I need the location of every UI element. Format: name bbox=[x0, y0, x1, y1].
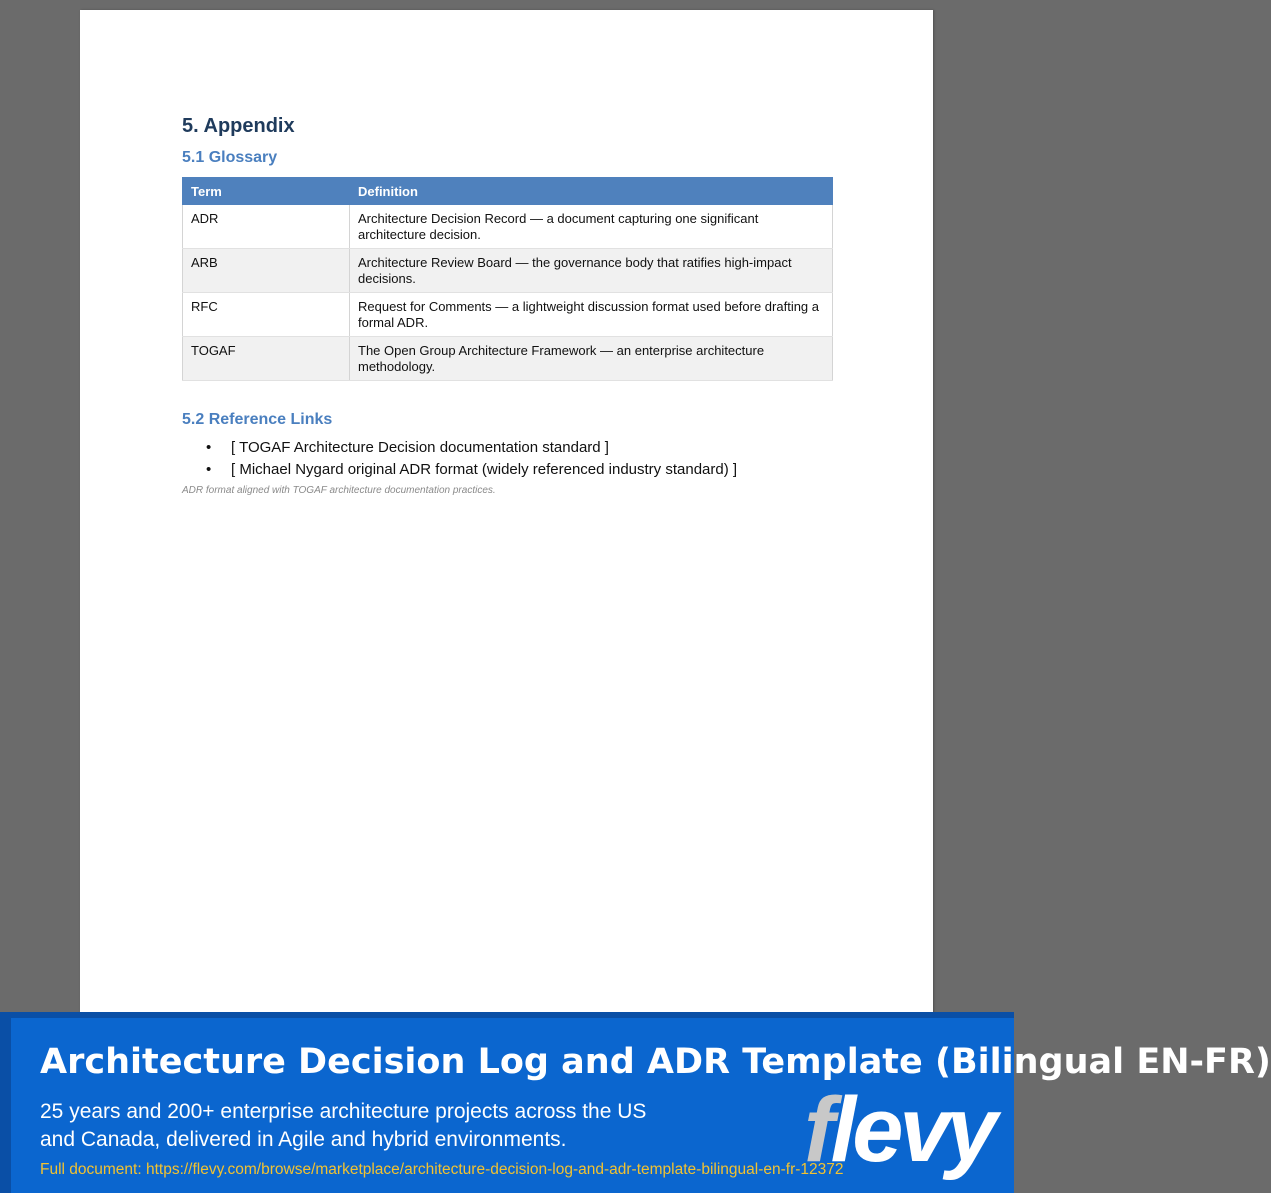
footnote: ADR format aligned with TOGAF architecture documentation practices. bbox=[182, 485, 496, 496]
bullet-icon: • bbox=[206, 439, 212, 456]
column-header-term: Term bbox=[183, 178, 350, 205]
glossary-definition: Architecture Decision Record — a document capturing one significant architecture decision. bbox=[350, 205, 833, 249]
glossary-header-row bbox=[183, 178, 833, 205]
reference-links-heading: 5.2 Reference Links bbox=[182, 411, 333, 428]
glossary-definition: Architecture Review Board — the governance body that ratifies high-impact decisions. bbox=[350, 249, 833, 293]
table-row bbox=[183, 249, 833, 293]
logo-f-letter: f bbox=[804, 1079, 831, 1181]
reference-link-togaf[interactable]: [ TOGAF Architecture Decision documentation standard ] bbox=[231, 439, 609, 456]
glossary-heading: 5.1 Glossary bbox=[182, 149, 278, 166]
document-page bbox=[80, 10, 933, 1020]
glossary-term: ARB bbox=[183, 249, 350, 293]
promo-banner bbox=[0, 1012, 1271, 1193]
flevy-logo bbox=[804, 1080, 994, 1180]
glossary-term: TOGAF bbox=[183, 337, 350, 381]
column-header-definition: Definition bbox=[350, 178, 833, 205]
glossary-term: RFC bbox=[183, 293, 350, 337]
table-row bbox=[183, 337, 833, 381]
appendix-heading: 5. Appendix bbox=[182, 115, 295, 137]
logo-rest: levy bbox=[830, 1079, 994, 1181]
list-item bbox=[182, 437, 833, 459]
banner-url-link[interactable]: Full document: https://flevy.com/browse/marketplace/architecture-decision-log-and-adr-template-bilingual-en-fr-12372 bbox=[40, 1161, 844, 1178]
glossary-term: ADR bbox=[183, 205, 350, 249]
table-row bbox=[183, 293, 833, 337]
glossary-definition: The Open Group Architecture Framework — an enterprise architecture methodology. bbox=[350, 337, 833, 381]
reference-links-list bbox=[182, 437, 833, 481]
glossary-table bbox=[182, 177, 833, 381]
table-row bbox=[183, 205, 833, 249]
list-item bbox=[182, 459, 833, 481]
banner-panel bbox=[11, 1018, 1271, 1193]
banner-title: Architecture Decision Log and ADR Template (Bilingual EN-FR) bbox=[40, 1042, 1271, 1082]
bullet-icon: • bbox=[206, 461, 212, 478]
banner-description: 25 years and 200+ enterprise architecture projects across the US and Canada, delivered in Agile and hybrid environments. bbox=[40, 1100, 647, 1151]
reference-link-nygard[interactable]: [ Michael Nygard original ADR format (widely referenced industry standard) ] bbox=[231, 461, 738, 478]
page-content bbox=[182, 113, 833, 498]
glossary-definition: Request for Comments — a lightweight discussion format used before drafting a formal ADR. bbox=[350, 293, 833, 337]
